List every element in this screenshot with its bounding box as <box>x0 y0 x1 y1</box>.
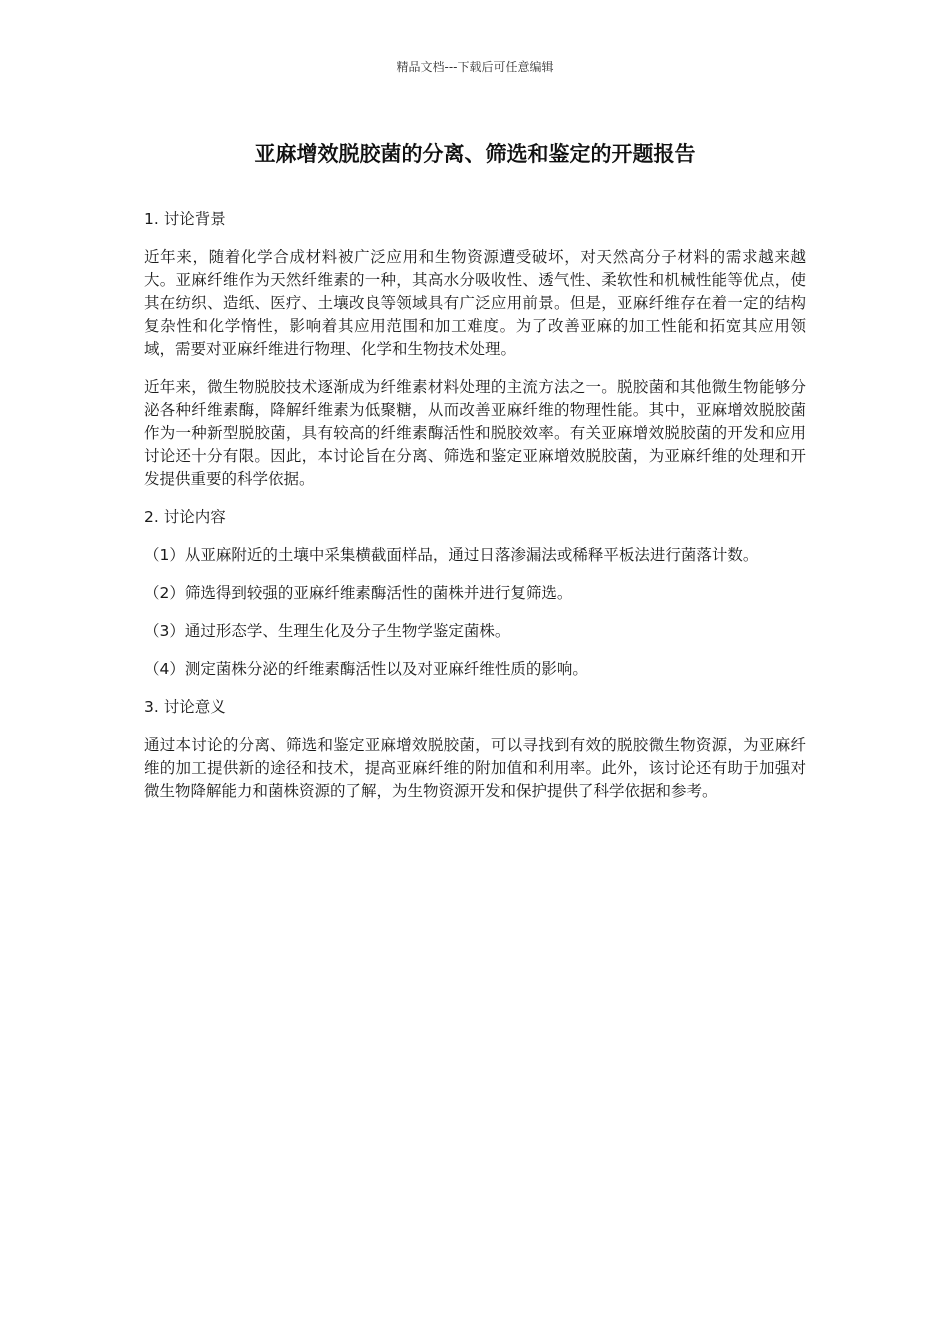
list-item: （1）从亚麻附近的土壤中采集横截面样品，通过日落渗漏法或稀释平板法进行菌落计数。 <box>144 546 759 564</box>
section-significance <box>144 696 806 803</box>
section-heading: 1. 讨论背景 <box>144 210 226 228</box>
list-item: （4）测定菌株分泌的纤维素酶活性以及对亚麻纤维性质的影响。 <box>144 660 588 678</box>
paragraph: 近年来，随着化学合成材料被广泛应用和生物资源遭受破坏，对天然高分子材料的需求越来越大。亚麻纤维作为天然纤维素的一种，其高水分吸收性、透气性、柔软性和机械性能等优点，使其在纺织、造纸、医疗、土壤改良等领域具有广泛应用前景。但是，亚麻纤维存在着一定的结构复杂性和化学惰性，影响着其应用范围和加工难度。为了改善亚麻的加工性能和拓宽其应用领域，需要对亚麻纤维进行物理、化学和生物技术处理。 <box>144 248 806 358</box>
paragraph: 通过本讨论的分离、筛选和鉴定亚麻增效脱胶菌，可以寻找到有效的脱胶微生物资源，为亚麻纤维的加工提供新的途径和技术，提高亚麻纤维的附加值和利用率。此外，该讨论还有助于加强对微生物降解能力和菌株资源的了解，为生物资源开发和保护提供了科学依据和参考。 <box>144 736 806 800</box>
document-title: 亚麻增效脱胶菌的分离、筛选和鉴定的开题报告 <box>254 142 696 166</box>
header-note: 精品文档---下载后可任意编辑 <box>396 60 554 74</box>
section-content <box>144 506 806 681</box>
section-heading: 2. 讨论内容 <box>144 508 226 526</box>
list-item: （3）通过形态学、生理生化及分子生物学鉴定菌株。 <box>144 622 511 640</box>
paragraph: 近年来，微生物脱胶技术逐渐成为纤维素材料处理的主流方法之一。脱胶菌和其他微生物能够分泌各种纤维素酶，降解纤维素为低聚糖，从而改善亚麻纤维的物理性能。其中，亚麻增效脱胶菌作为一种新型脱胶菌，具有较高的纤维素酶活性和脱胶效率。有关亚麻增效脱胶菌的开发和应用讨论还十分有限。因此，本讨论旨在分离、筛选和鉴定亚麻增效脱胶菌，为亚麻纤维的处理和开发提供重要的科学依据。 <box>144 378 806 488</box>
section-heading: 3. 讨论意义 <box>144 698 226 716</box>
section-background <box>144 208 806 491</box>
list-item: （2）筛选得到较强的亚麻纤维素酶活性的菌株并进行复筛选。 <box>144 584 573 602</box>
document-body <box>144 208 806 818</box>
